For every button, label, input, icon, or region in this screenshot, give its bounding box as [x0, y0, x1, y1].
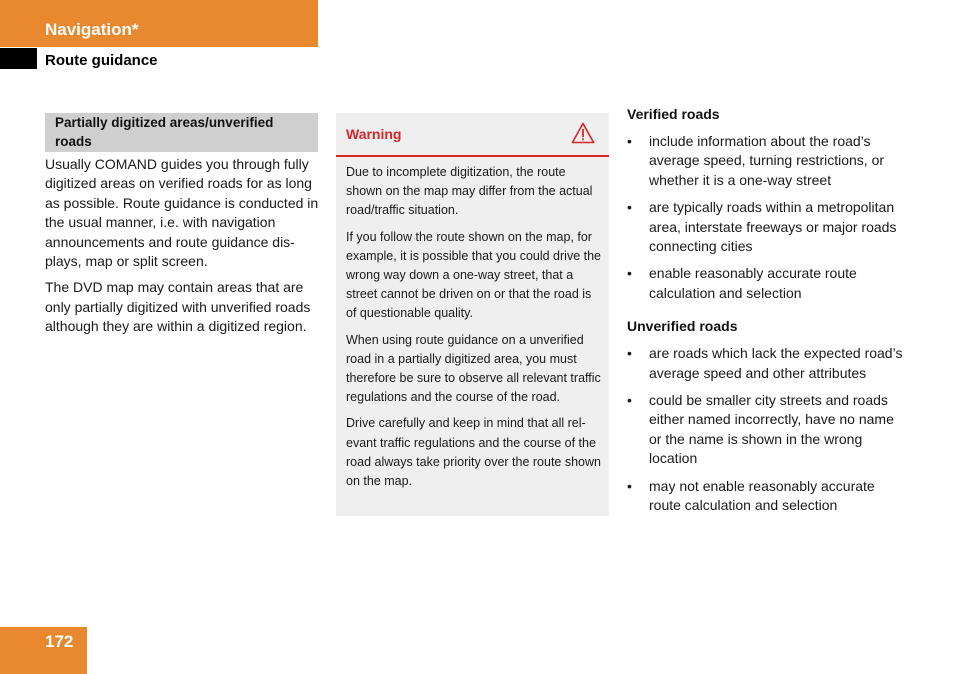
list-item: • may not enable reasonably accurate route calculation and selection	[627, 477, 875, 514]
list-item: • are typically roads within a metropolitan area, interstate freeways or major roads connecting cities	[627, 199, 897, 255]
warning-paragraph-1: Due to incomplete digitization, the route shown on the map may differ from the actual road/traffic situation.	[346, 165, 593, 218]
column1-heading: Partially digitized areas/unverified roads	[45, 113, 318, 152]
warning-paragraph-4: Drive carefully and keep in mind that all rel-evant traffic regulations and the course of the road always take priority over the route shown on the map.	[346, 416, 601, 489]
bullet-icon: •	[627, 392, 632, 409]
column1-body	[45, 155, 319, 344]
subsection-title: Route guidance	[45, 52, 158, 69]
section-title: Navigation*	[45, 20, 139, 39]
section-marker	[0, 48, 37, 69]
warning-paragraph-2: If you follow the route shown on the map, for example, it is possible that you could drive the wrong way down a one-way street, that a street cannot be driven on or that the road is of questionable quality.	[346, 229, 601, 321]
list-item: • could be smaller city streets and roads either named incorrectly, have no name or the name is shown in the wrong location	[627, 392, 894, 467]
list-item: • are roads which lack the expected road’s average speed and other attributes	[627, 345, 903, 381]
verified-roads-list	[627, 132, 907, 303]
warning-body	[346, 163, 602, 498]
warning-paragraph-3: When using route guidance on a unverified road in a partially digitized area, you must therefore be sure to observe all relevant traffic regulations and the course of the road.	[346, 332, 601, 405]
verified-roads-heading: Verified roads	[627, 106, 720, 122]
warning-header	[336, 113, 609, 157]
column3	[627, 105, 907, 524]
page-number-box	[0, 627, 87, 674]
bullet-icon: •	[627, 345, 632, 362]
warning-title: Warning	[346, 126, 402, 142]
list-item: • include information about the road’s average speed, turning restrictions, or whether it is a one-way street	[627, 133, 885, 188]
unverified-roads-list	[627, 344, 907, 515]
list-item: • enable reasonably accurate route calculation and selection	[627, 265, 857, 301]
column1-paragraph-2: The DVD map may contain areas that are only partially digitized with unverified roads although they are within a digitized region.	[45, 279, 311, 335]
bullet-icon: •	[627, 265, 632, 282]
column1-paragraph-1: Usually COMAND guides you through fully digitized areas on verified roads for as long as possible. Route guidance is conducted in the usual manner, i.e. with navigation announcements and route guidance dis-plays, map or split screen.	[45, 156, 319, 270]
unverified-roads-heading: Unverified roads	[627, 318, 738, 335]
warning-box	[336, 113, 609, 516]
bullet-icon: •	[627, 477, 632, 494]
bullet-icon: •	[627, 199, 632, 216]
bullet-icon: •	[627, 133, 632, 149]
page-number: 172	[45, 632, 74, 651]
warning-triangle-icon	[571, 122, 595, 144]
